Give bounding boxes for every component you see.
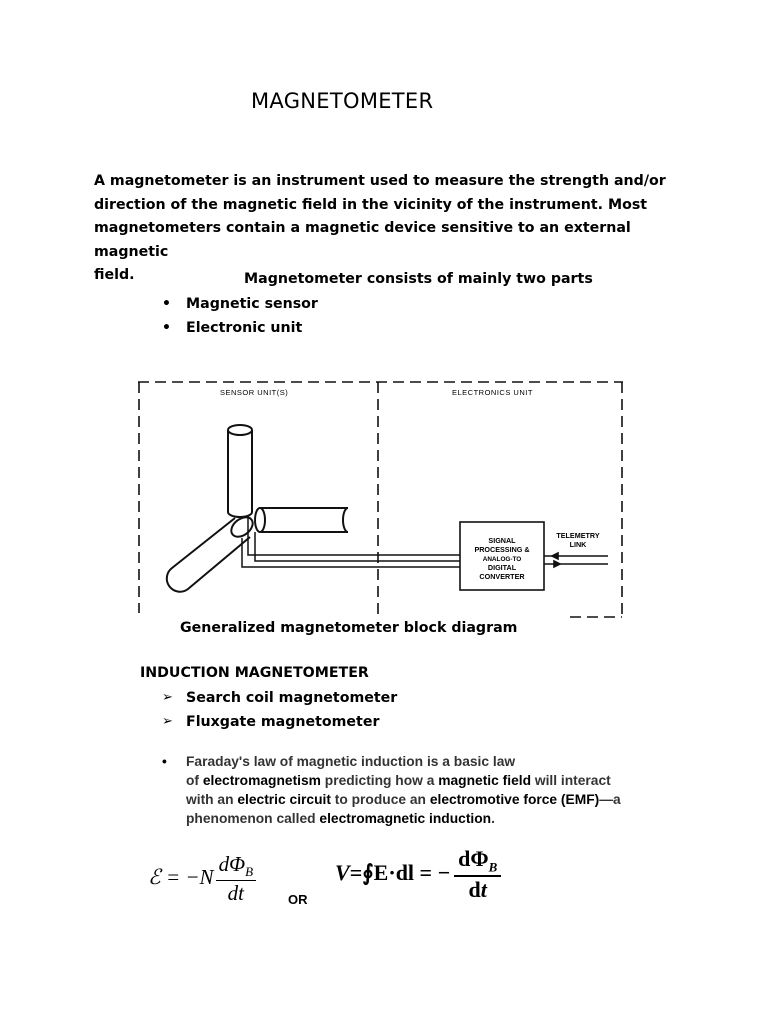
list-item-label: Fluxgate magnetometer xyxy=(186,714,380,730)
faraday-line: of electromagnetism predicting how a magnetic field will interact xyxy=(186,773,611,788)
faraday-line: with an electric circuit to produce an electromotive force (EMF)—a xyxy=(186,792,621,807)
faraday-line: Faraday's law of magnetic induction is a basic law xyxy=(186,754,516,769)
converter-line: PROCESSING & xyxy=(474,545,530,554)
telemetry-line: TELEMETRY xyxy=(556,531,600,540)
arrow-bullet-icon: ➢ xyxy=(162,714,173,729)
link-electric-circuit: electric circuit xyxy=(237,792,331,807)
telemetry-line: LINK xyxy=(569,540,587,549)
page-title: MAGNETOMETER xyxy=(251,89,434,113)
equation-fraction: $\frac{d\Phi_B}{dt}$ xyxy=(216,852,256,906)
intro-paragraph xyxy=(94,170,684,288)
equation-middle: =∮E·dl = − xyxy=(349,859,451,885)
bullet-icon: • xyxy=(162,320,171,336)
telemetry-label xyxy=(556,531,599,549)
converter-line: DIGITAL xyxy=(487,563,517,572)
parts-heading: Magnetometer consists of mainly two parts xyxy=(244,271,593,287)
list-item-label: Electronic unit xyxy=(186,320,303,336)
bullet-icon: • xyxy=(162,296,171,312)
list-item-label: Search coil magnetometer xyxy=(186,690,398,706)
link-magnetic-field: magnetic field xyxy=(438,773,531,788)
converter-line: SIGNAL xyxy=(488,536,516,545)
faraday-line: phenomenon called electromagnetic induction. xyxy=(186,811,495,826)
intro-line: A magnetometer is an instrument used to measure the strength and/or xyxy=(94,173,666,189)
induction-heading: INDUCTION MAGNETOMETER xyxy=(140,665,369,681)
list-item-label: Magnetic sensor xyxy=(186,296,318,312)
equation-lhs: V xyxy=(335,859,350,885)
sensor-unit-label: SENSOR UNIT(S) xyxy=(220,388,289,397)
intro-line: direction of the magnetic field in the vicinity of the instrument. Most xyxy=(94,196,648,213)
diagram-caption: Generalized magnetometer block diagram xyxy=(180,620,518,636)
link-electromagnetic-induction: electromagnetic induction xyxy=(319,811,492,826)
intro-line: field. xyxy=(94,267,135,283)
converter-line: CONVERTER xyxy=(479,572,525,581)
line-integral-equation xyxy=(335,846,501,903)
link-emf: electromotive force (EMF) xyxy=(429,792,600,807)
faraday-equation xyxy=(148,852,256,906)
equation-fraction: $\frac{d\Phi_B}{dt}$ xyxy=(454,846,501,903)
link-electromagnetism: electromagnetism xyxy=(202,773,321,788)
block-diagram xyxy=(130,375,630,620)
arrow-bullet-icon: ➢ xyxy=(162,690,173,705)
intro-line: magnetometers contain a magnetic device sensitive to an external magnetic xyxy=(94,220,631,260)
telemetry-arrows-icon xyxy=(544,553,608,567)
electronics-unit-label: ELECTRONICS UNIT xyxy=(452,388,533,397)
equation-lhs: ℰ = −N xyxy=(148,864,214,889)
bullet-icon: • xyxy=(162,754,167,769)
converter-line: ANALOG-TO xyxy=(482,556,522,563)
or-label: OR xyxy=(288,892,308,907)
